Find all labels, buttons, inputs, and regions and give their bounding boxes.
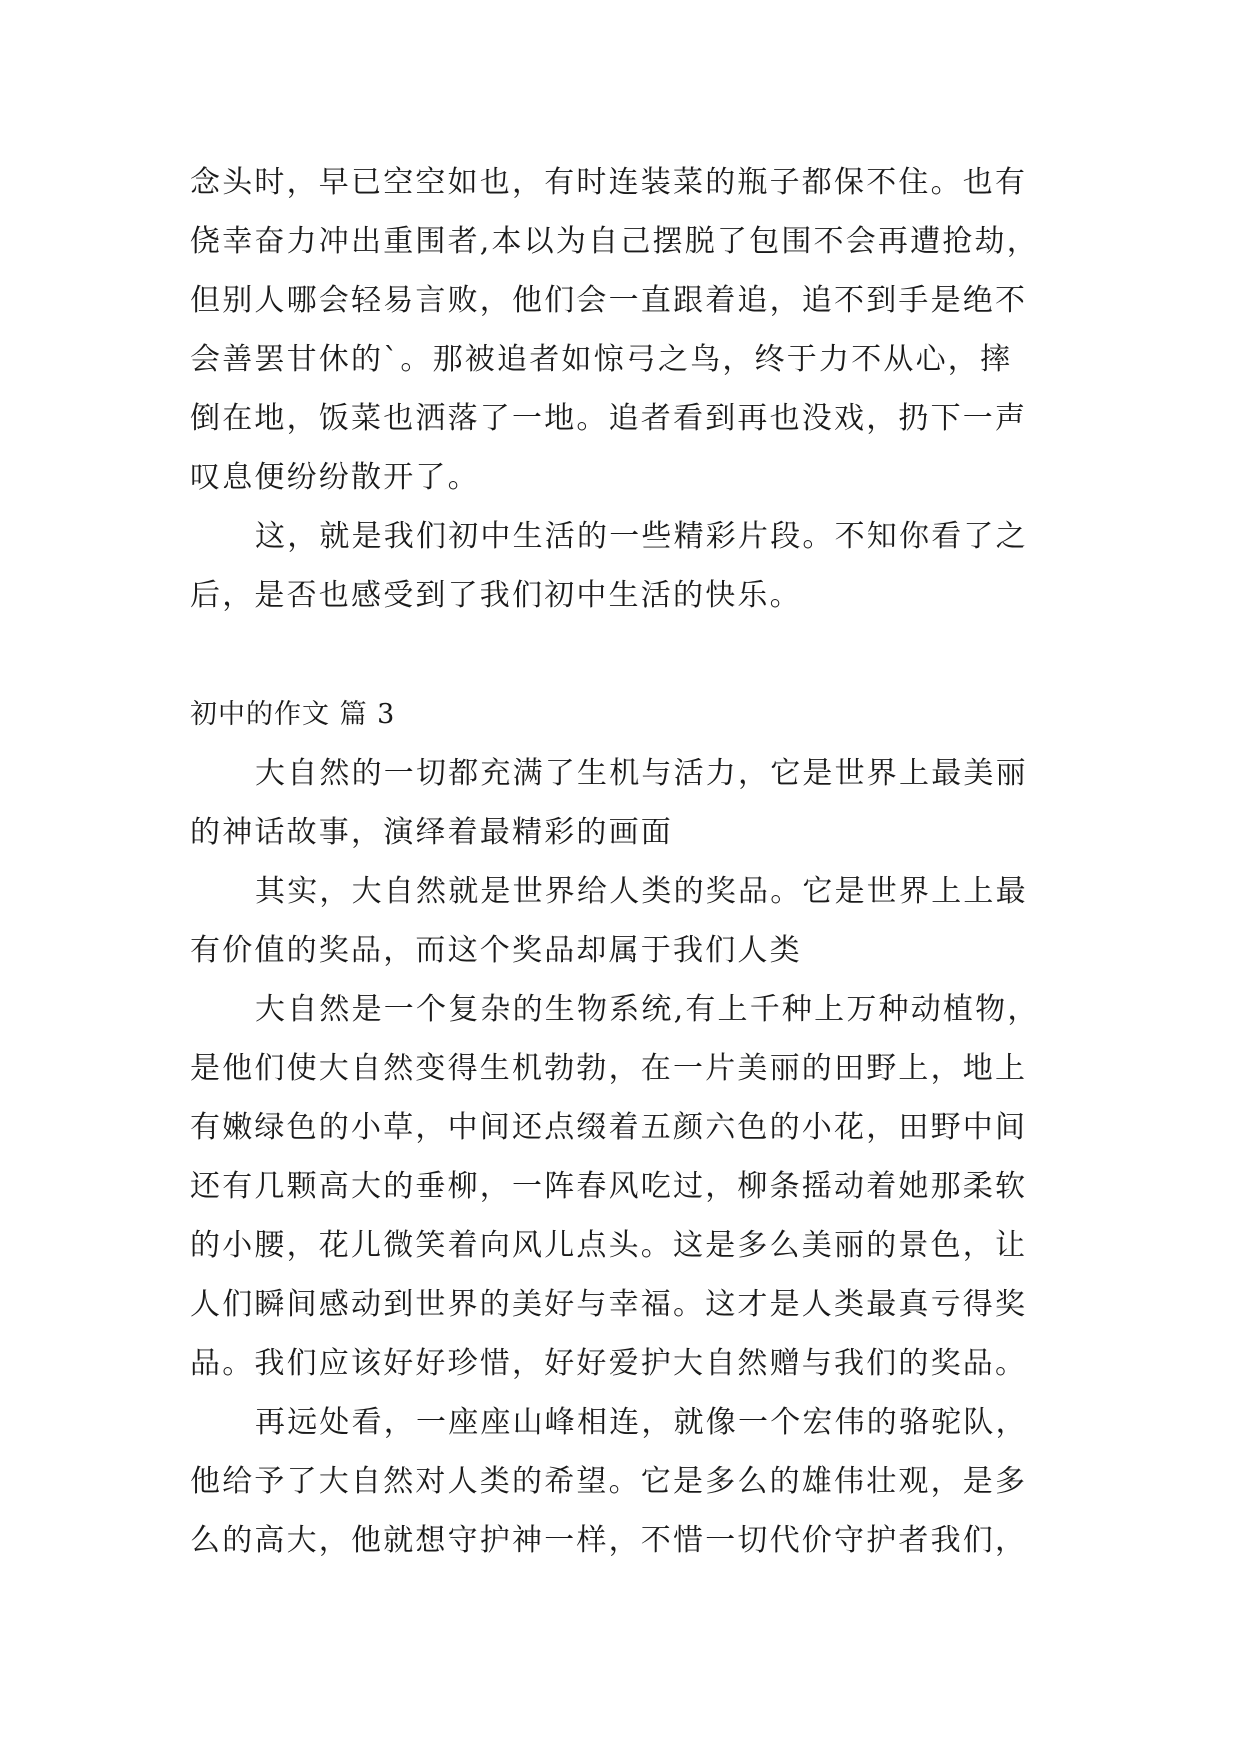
text-line: 倒在地，饭菜也洒落了一地。追者看到再也没戏，扔下一声 xyxy=(190,401,1028,436)
text-line: 是他们使大自然变得生机勃勃，在一片美丽的田野上，地上 xyxy=(190,1051,1028,1086)
text-line: 叹息便纷纷散开了。 xyxy=(190,460,480,495)
text-line: 还有几颗高大的垂柳，一阵春风吃过，柳条摇动着她那柔软 xyxy=(190,1169,1028,1204)
text-line: 大自然是一个复杂的生物系统,有上千种上万种动植物， xyxy=(255,992,1040,1027)
text-line: 大自然的一切都充满了生机与活力，它是世界上最美丽 xyxy=(255,756,1028,791)
text-line: 这，就是我们初中生活的一些精彩片段。不知你看了之 xyxy=(255,519,1028,554)
section-heading: 初中的作文 篇 3 xyxy=(190,699,396,730)
text-line: 念头时，早已空空如也，有时连装菜的瓶子都保不住。也有 xyxy=(190,165,1028,200)
text-line: 么的高大，他就想守护神一样，不惜一切代价守护者我们， xyxy=(190,1523,1028,1558)
text-line: 人们瞬间感动到世界的美好与幸福。这才是人类最真亏得奖 xyxy=(190,1287,1028,1322)
text-line: 后，是否也感受到了我们初中生活的快乐。 xyxy=(190,578,802,613)
text-line: 但别人哪会轻易言败，他们会一直跟着追，追不到手是绝不 xyxy=(190,283,1028,318)
text-line: 他给予了大自然对人类的希望。它是多么的雄伟壮观，是多 xyxy=(190,1464,1028,1499)
text-line: 的小腰，花儿微笑着向风儿点头。这是多么美丽的景色，让 xyxy=(190,1228,1028,1263)
text-line: 会善罢甘休的`。那被追者如惊弓之鸟，终于力不从心，摔 xyxy=(190,342,1013,377)
text-line: 品。我们应该好好珍惜，好好爱护大自然赠与我们的奖品。 xyxy=(190,1346,1028,1381)
text-line: 有嫩绿色的小草，中间还点缀着五颜六色的小花，田野中间 xyxy=(190,1110,1028,1145)
text-line: 侥幸奋力冲出重围者,本以为自己摆脱了包围不会再遭抢劫， xyxy=(190,224,1039,259)
text-line: 其实，大自然就是世界给人类的奖品。它是世界上上最 xyxy=(255,874,1028,909)
text-line: 有价值的奖品，而这个奖品却属于我们人类 xyxy=(190,933,802,968)
text-line: 的神话故事，演绎着最精彩的画面 xyxy=(190,815,673,850)
text-line: 再远处看，一座座山峰相连，就像一个宏伟的骆驼队， xyxy=(255,1405,1028,1440)
